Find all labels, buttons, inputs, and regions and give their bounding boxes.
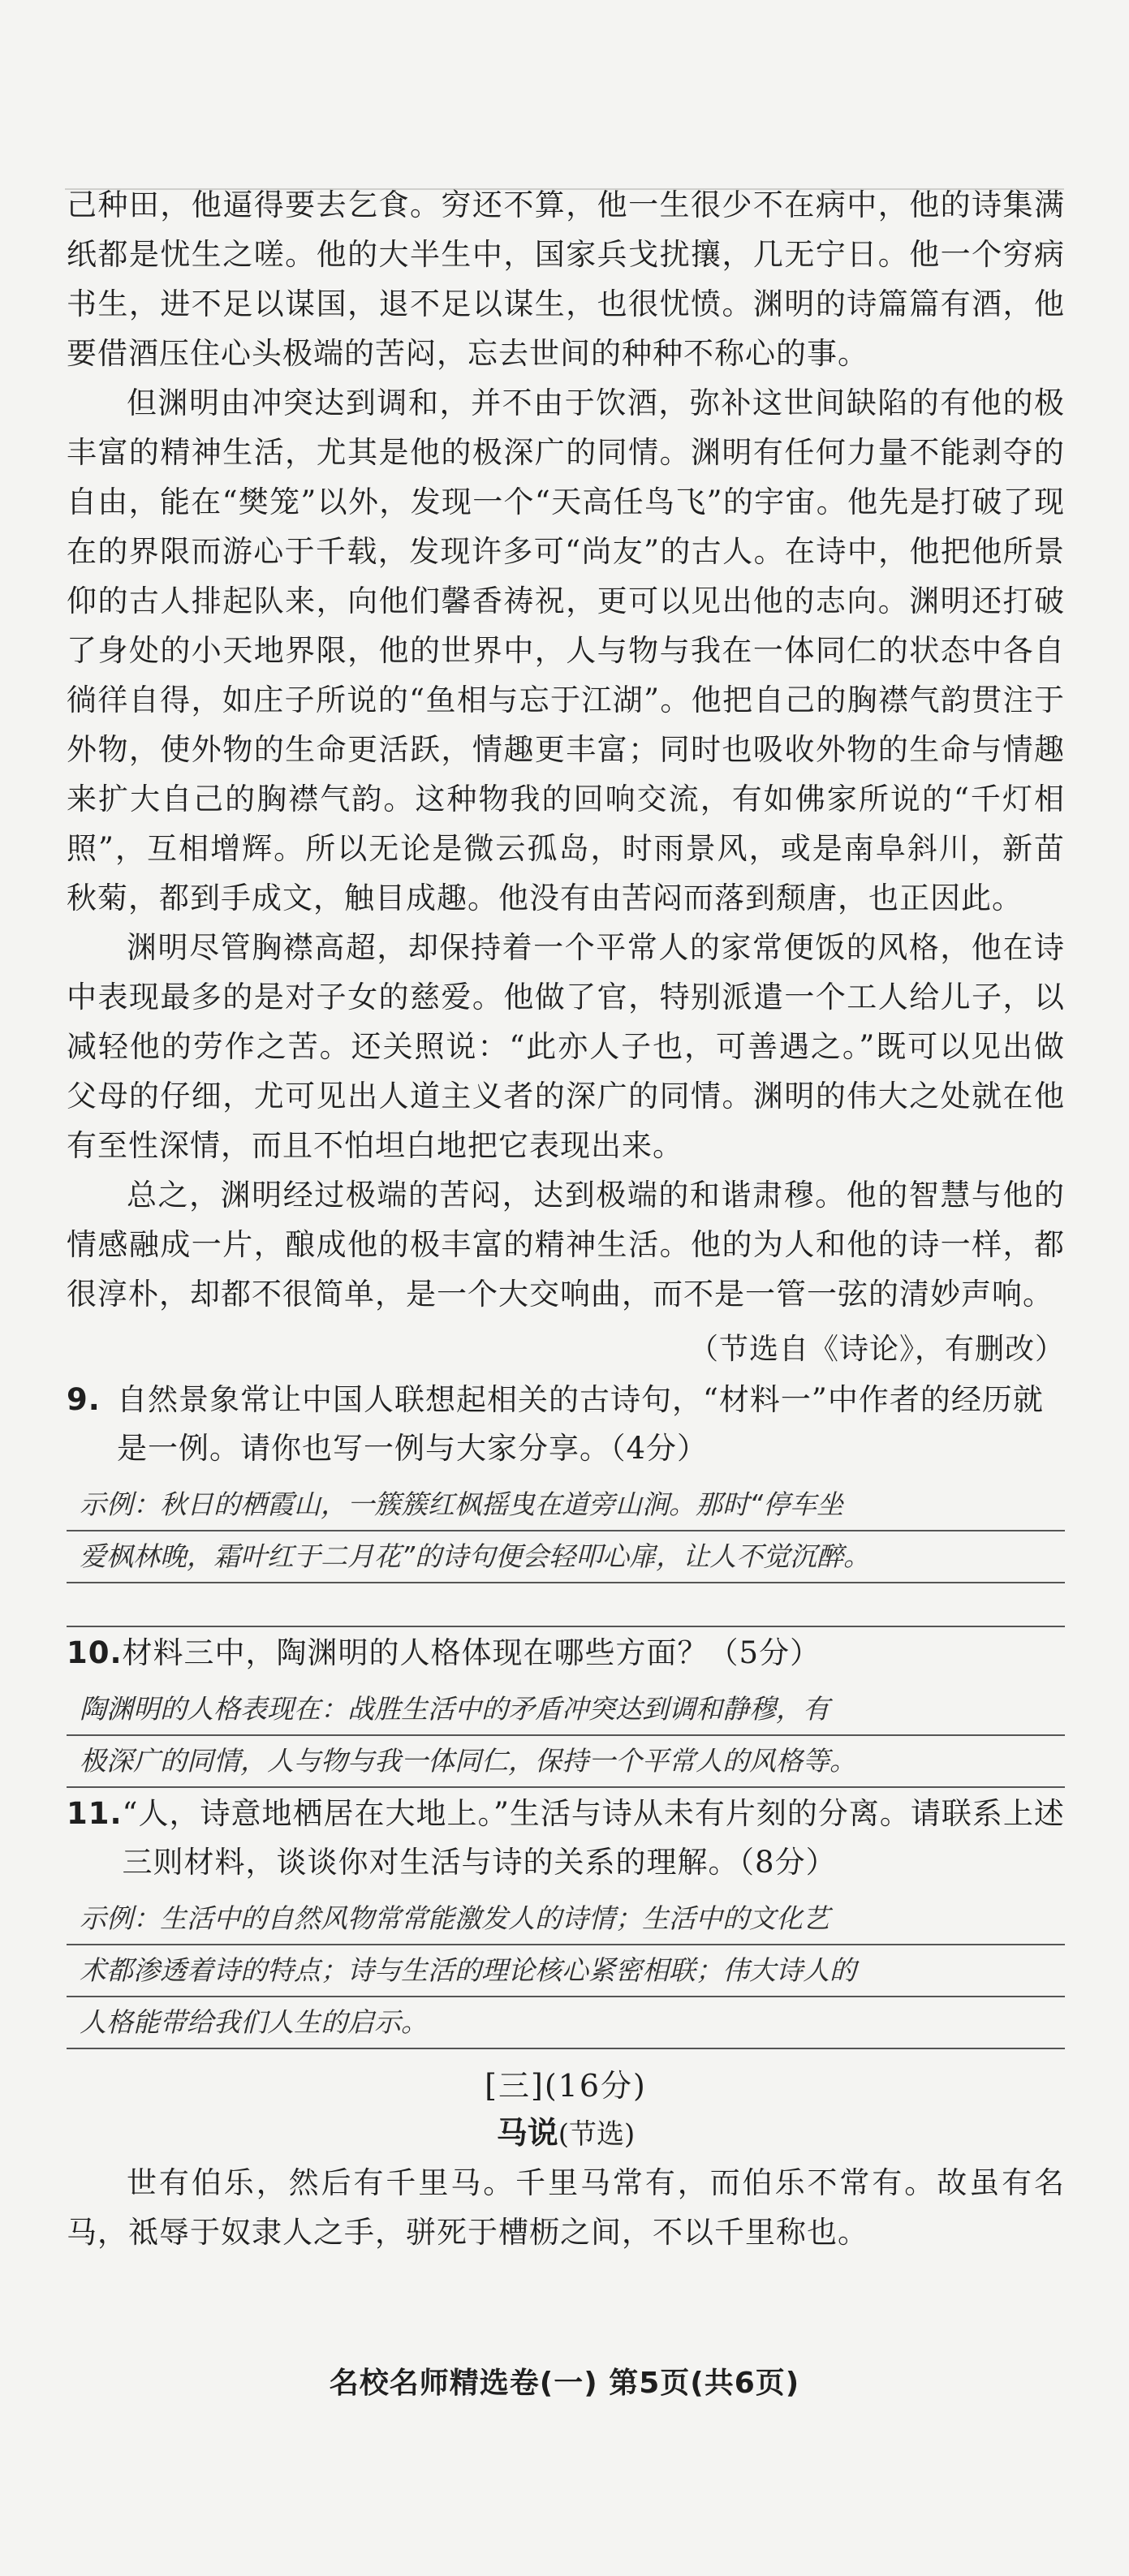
article-paragraph-1: 己种田，他逼得要去乞食。穷还不算，他一生很少不在病中，他的诗集满纸都是忧生之嗟。他的大半生中，国家兵戈扰攘，几无宁日。他一个穷病书生，进不足以谋国，退不足以谋生，也很忧愤。渊明的诗篇篇有酒，他要借酒压住心头极端的苦闷，忘去世间的种种不称心的事。 [67, 187, 1065, 371]
section-subtitle: (节选) [558, 2118, 636, 2151]
answer-line: 示例：生活中的自然风物常常能激发人的诗情；生活中的文化艺 [67, 1893, 1065, 1945]
answer-area-11[interactable] [67, 1893, 1065, 2049]
page-footer: 名校名师精选卷(一) 第5页(共6页) [329, 2367, 800, 2400]
answer-line: 极深广的同情，人与物与我一体同仁，保持一个平常人的风格等。 [67, 1736, 1065, 1788]
question-text: 自然景象常让中国人联想起相关的古诗句，“材料一”中作者的经历就是一例。请你也写一例与大家分享。（4分） [117, 1382, 1044, 1466]
answer-line: 示例：秋日的栖霞山，一簇簇红枫摇曳在道旁山涧。那时“停车坐 [67, 1480, 1065, 1531]
question-number: 9. [67, 1382, 101, 1417]
question-11 [67, 1790, 1065, 1887]
question-9 [67, 1376, 1065, 1473]
section-title [67, 2109, 1065, 2158]
question-text: “人，诗意地栖居在大地上。”生活与诗从未有片刻的分离。请联系上述三则材料，谈谈你对生活与诗的关系的理解。（8分） [122, 1796, 1065, 1880]
question-number: 10. [67, 1635, 123, 1670]
page-content [67, 180, 1065, 2257]
article-paragraph-4: 总之，渊明经过极端的苦闷，达到极端的和谐肃穆。他的智慧与他的情感融成一片，酿成他的极丰富的精神生活。他的为人和他的诗一样，都很淳朴，却都不很简单，是一个大交响曲，而不是一管一弦的清妙声响。 [67, 1178, 1065, 1312]
question-text: 材料三中，陶渊明的人格体现在哪些方面？（5分） [122, 1635, 821, 1670]
answer-line: 陶渊明的人格表现在：战胜生活中的矛盾冲突达到调和静穆，有 [67, 1684, 1065, 1736]
question-10 [67, 1629, 1065, 1678]
section-paragraph: 世有伯乐，然后有千里马。千里马常有，而伯乐不常有。故虽有名马，祗辱于奴隶人之手，骈死于槽枥之间，不以千里称也。 [67, 2165, 1065, 2250]
article-paragraph-2: 但渊明由冲突达到调和，并不由于饮酒，弥补这世间缺陷的有他的极丰富的精神生活，尤其是他的极深广的同情。渊明有任何力量不能剥夺的自由，能在“樊笼”以外，发现一个“天高任鸟飞”的宇宙。他先是打破了现在的界限而游心于千载，发现许多可“尚友”的古人。在诗中，他把他所景仰的古人排起队来，向他们馨香祷祝，更可以见出他的志向。渊明还打破了身处的小天地界限，他的世界中，人与物与我在一体同仁的状态中各自徜徉自得，如庄子所说的“鱼相与忘于江湖”。他把自己的胸襟气韵贯注于外物，使外物的生命更活跃，情趣更丰富；同时也吸收外物的生命与情趣来扩大自己的胸襟气韵。这种物我的回响交流，有如佛家所说的“千灯相照”，互相增辉。所以无论是微云孤岛，时雨景风，或是南阜斜川，新苗秋菊，都到手成文，触目成趣。他没有由苦闷而落到颓唐，也正因此。 [67, 386, 1065, 915]
section-heading: [三](16分) [485, 2068, 647, 2104]
question-number: 11. [67, 1796, 123, 1831]
article-paragraph-3: 渊明尽管胸襟高超，却保持着一个平常人的家常便饭的风格，他在诗中表现最多的是对子女的慈爱。他做了官，特别派遣一个工人给儿子，以减轻他的劳作之苦。还关照说：“此亦人子也，可善遇之。”既可以见出做父母的仔细，尤可见出人道主义者的深广的同情。渊明的伟大之处就在他有至性深情，而且不怕坦白地把它表现出来。 [67, 930, 1065, 1163]
article-source: （节选自《诗论》，有删改） [688, 1333, 1065, 1366]
answer-area-9[interactable] [67, 1480, 1065, 1627]
answer-line: 术都渗透着诗的特点；诗与生活的理论核心紧密相联；伟大诗人的 [67, 1945, 1065, 1997]
answer-line: 人格能带给我们人生的启示。 [67, 1997, 1065, 2049]
answer-line-blank [67, 1583, 1065, 1627]
section-title-text: 马说 [496, 2115, 558, 2151]
answer-area-10[interactable] [67, 1684, 1065, 1788]
answer-line: 爱枫林晚，霜叶红于二月花”的诗句便会轻叩心扉，让人不觉沉醉。 [67, 1531, 1065, 1583]
